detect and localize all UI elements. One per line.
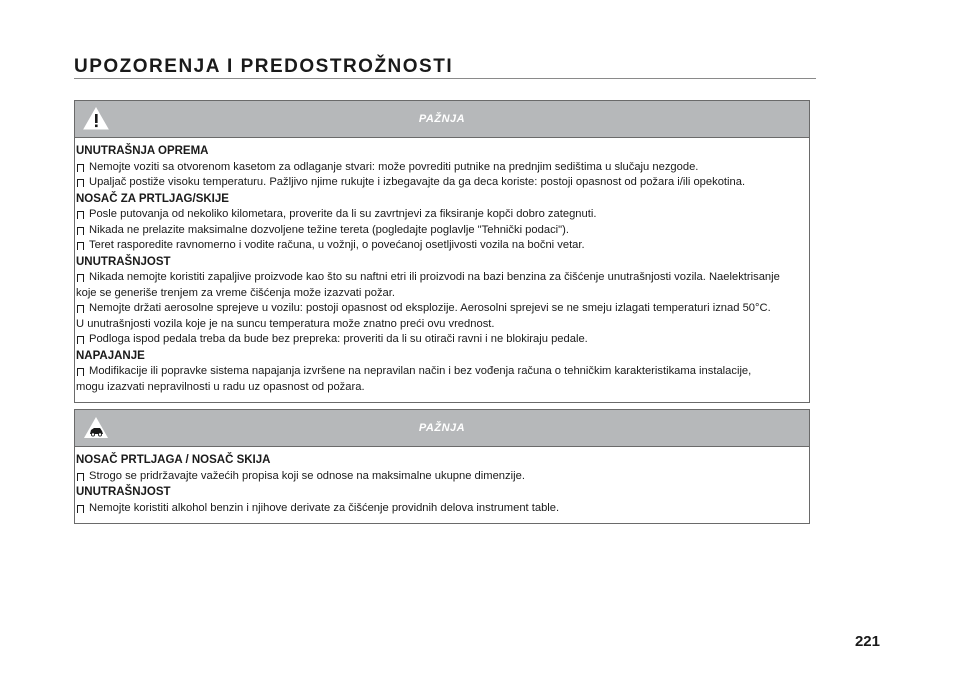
list-item-continuation: koje se generiše trenjem za vreme čišćenja može izazvati požar. bbox=[76, 286, 395, 299]
list-item-continuation: mogu izazvati nepravilnosti u radu uz opasnost od požara. bbox=[76, 380, 365, 393]
bullet-icon bbox=[77, 179, 84, 187]
bullet-icon bbox=[77, 227, 84, 235]
list-item: Strogo se pridržavajte važećih propisa koji se odnose na maksimalne ukupne dimenzije. bbox=[76, 469, 809, 485]
section-title: NOSAČ PRTLJAGA / NOSAČ SKIJA bbox=[76, 454, 271, 466]
environment-box-body bbox=[75, 447, 809, 523]
bullet-icon bbox=[77, 305, 84, 313]
warning-box-title: PAŽNJA bbox=[418, 113, 466, 125]
list-item: Posle putovanja od nekoliko kilometara, proverite da li su zavrtnjevi za fiksiranje kopči dobro zategnuti. bbox=[76, 207, 809, 223]
warning-box bbox=[74, 100, 810, 403]
heading-rule bbox=[74, 78, 816, 79]
page-heading: UPOZORENJA I PREDOSTROŽNOSTI bbox=[74, 56, 454, 77]
section-title: NAPAJANJE bbox=[76, 349, 145, 362]
list-item: Nikada ne prelazite maksimalne dozvoljene težine tereta (pogledajte poglavlje "Tehnički podaci"). bbox=[76, 223, 809, 239]
list-item: Podloga ispod pedala treba da bude bez prepreka: proveriti da li su otirači ravni i ne blokiraju pedale. bbox=[76, 332, 809, 348]
bullet-icon bbox=[77, 242, 84, 250]
list-item-continuation: U unutrašnjosti vozila koje je na suncu temperatura može znatno preći ovu vrednost. bbox=[76, 317, 495, 330]
bullet-icon bbox=[77, 211, 84, 219]
bullet-icon bbox=[77, 505, 84, 513]
list-item: Nemojte držati aerosolne spreјeve u vozilu: postoji opasnost od eksplozije. Aerosolni spreјevi se ne smeju izlagati temperaturi iznad 50°C. U unutrašnjosti vozila koje je na suncu temperatura može znatno preći ovu vrednost. bbox=[76, 301, 809, 332]
bullet-icon bbox=[77, 336, 84, 344]
list-item: Teret rasporedite ravnomerno i vodite računa, u vožnji, o povećanoj osetljivosti vozila na bočni vetar. bbox=[76, 238, 809, 254]
bullet-icon bbox=[77, 164, 84, 172]
section-title: UNUTRAŠNJOST bbox=[76, 255, 171, 268]
list-item: Nemojte voziti sa otvorenom kasetom za odlaganje stvari: može povrediti putnike na prednjim sedištima u slučaju nezgode. bbox=[76, 160, 809, 176]
section-title: NOSAČ ZA PRTLJAG/SKIJE bbox=[76, 192, 229, 205]
list-item: Nemojte koristiti alkohol benzin i njihove derivate za čišćenje providnih delova instrument table. bbox=[76, 501, 809, 517]
list-item: Nikada nemojte koristiti zapaljive proizvode kao što su naftni etri ili proizvodi na bazi benzina za čišćenje unutrašnjosti vozila. Naelektrisanje koje se generiše trenjem za vreme čišćenja može izazvati požar. bbox=[76, 270, 809, 301]
warning-box-body bbox=[75, 138, 809, 402]
list-item: Modifikacije ili popravke sistema napajanja izvršene na nepravilan način i bez vođenja računa o tehničkim karakteristikama instalacije, mogu izazvati nepravilnosti u radu uz opasnost od požara. bbox=[76, 364, 809, 395]
environment-box-header bbox=[75, 410, 809, 447]
section-title: UNUTRAŠNJA OPREMA bbox=[76, 145, 209, 157]
bullet-icon bbox=[77, 368, 84, 376]
bullet-icon bbox=[77, 473, 84, 481]
warning-box-header bbox=[75, 101, 809, 138]
section-title: UNUTRAŠNJOST bbox=[76, 486, 171, 498]
environment-box bbox=[74, 409, 810, 524]
page-number: 221 bbox=[854, 633, 880, 650]
list-item: Upaljač postiže visoku temperaturu. Pažljivo njime rukujte i izbegavajte da ga deca koriste: postoji opasnost od požara i/ili opekotina. bbox=[76, 175, 809, 191]
bullet-icon bbox=[77, 274, 84, 282]
environment-box-title: PAŽNJA bbox=[418, 422, 466, 434]
